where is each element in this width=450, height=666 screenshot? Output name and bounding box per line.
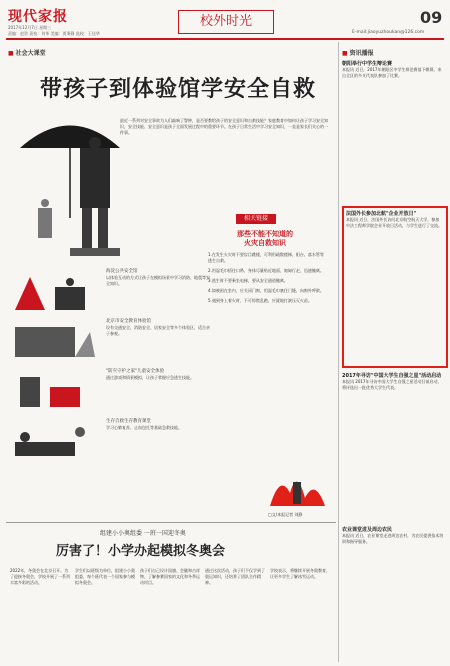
article-column: 学校表示，将继续开展冬奥教育，让更多学生了解冰雪运动。 (270, 568, 330, 579)
tip-item: 3.逃生时不要乘坐电梯，要从安全通道撤离。 (208, 278, 288, 283)
related-link-tag: 相关链接 (236, 214, 276, 224)
news-item: 2017年寻访"中国大学生自强之星"活动启动 本报讯 2017年寻访中国大学生自强之星活动日前启动，将评选出一批优秀大学生代表。 (342, 373, 442, 390)
earthquake-scene-icon (10, 322, 100, 362)
bottom-article-body (10, 568, 335, 660)
news-item: 法国外长参加北航"企业开放日" 本报讯 近日，法国外长访问北京航空航天大学，参加中法工程师学院企业开放日活动，与学生进行了交流。 (346, 211, 442, 228)
news-item: 朝阳举行中学生辩论赛 本报讯 近日，2017年朝阳区中学生辩论赛落下帷幕，来自全区的多支代表队参加了比赛。 (342, 61, 442, 78)
section-divider (6, 522, 336, 523)
tip-item: 5.遇到身上着火时，不可惊慌乱跑，应就地打滚压灭火苗。 (208, 298, 312, 303)
tips-title: 那些不能不知道的 火灾自救知识 (237, 230, 293, 247)
header-rule (6, 38, 444, 40)
stairs-scene-icon (10, 372, 100, 412)
masthead-title: 现代家报 (8, 9, 68, 25)
feature-list (10, 262, 210, 472)
tip-item: 2.用湿毛巾捂住口鼻，身体尽量贴近地面，匍匐行走，迅速撤离。 (208, 268, 324, 273)
first-aid-scene-icon (10, 422, 100, 462)
photo-credit: □文/本报记者 刘静 (268, 512, 303, 517)
masthead-meta: 2017年12月7日 星期三 责编：赵贺 责校：刘华 美编：贾秉静 监校：王佳华 (8, 25, 100, 36)
article-column: 学生们以班级为单位，组建小小奥组委，每个班代表一个国家参与模拟冬奥会。 (75, 568, 135, 585)
news-item: 农业课堂进及周边农民 本报讯 近日，农业课堂走进周边农村，为农民提供技术培训和指导服务。 (342, 527, 444, 544)
intro-text: 最近一系列对安全事故为人们敲响了警钟，是否要教给孩子的安全意识和自救技能？家庭教育中如何让孩子学习安全知识，安全技能、安全意识是孩子全面发展过程中的重要环节。在孩子日常生活中学习安全知识，一直是家长们关心的一件事。 (120, 118, 328, 135)
fire-extinguisher-illustration (265, 468, 329, 508)
feature-item: 生存自救生存教育课堂 学习心肺复苏、止血包扎等基础急救技能。 (106, 419, 182, 430)
bottom-subhead: 组建小小奥组委 一班一国迎冬奥 (100, 530, 186, 537)
feature-item: 北京市安全教育体验馆 设有交通安全、消防安全、居家安全等多个体验区，适合亲子参观。 (106, 319, 210, 336)
fire-scene-icon (10, 272, 100, 312)
page-number: 09 (420, 8, 443, 27)
feature-item: "防灾守护之家"儿童安全体验 通过游戏和情景模拟，让孩子掌握应急逃生技能。 (106, 369, 194, 380)
contact-email: E-mail:jiaoyuzhoukan@126.com (352, 30, 425, 35)
column-rule (338, 42, 339, 662)
tip-item: 4.如被困在室内，应关闭门窗，用湿毛巾塞住门缝，向窗外呼救。 (208, 288, 324, 293)
article-column: 孩子们自己设计国旗、会徽和吉祥物，了解参赛国家的文化和冬季运动项目。 (140, 568, 200, 585)
right-column-label: ■ 资讯播报 (342, 48, 374, 57)
section-banner: 校外时光 (178, 10, 274, 34)
main-headline: 带孩子到体验馆学安全自救 (40, 76, 317, 102)
article-column: 通过这次活动，孩子们不仅学到了奥运知识，还培养了团队合作精神。 (205, 568, 265, 585)
column-label: ■ 社会大课堂 (8, 48, 46, 57)
feature-item: 海淀公共安全馆 以体验互动的方式让孩子在模拟场景中学习消防、地震等安全知识。 (106, 269, 210, 286)
article-column: 2022年，冬奥会在北京召开。为了迎接冬奥会，学校开展了一系列丰富多彩的活动。 (10, 568, 70, 585)
bottom-headline: 厉害了！小学办起模拟冬奥会 (56, 544, 226, 559)
tip-item: 1.在发生火灾时不要盲目跳楼，可利用疏散楼梯、阳台、落水管等逃生自救。 (208, 252, 324, 263)
tips-list (208, 252, 326, 448)
